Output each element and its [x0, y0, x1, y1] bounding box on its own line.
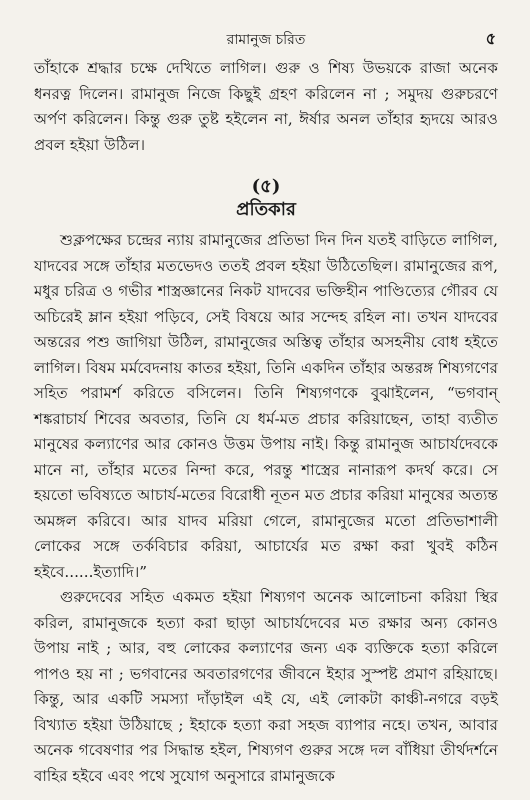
body-paragraph-1: শুক্লপক্ষের চন্দ্রের ন্যায় রামানুজের প্রতিভা দিন দিন যতই বাড়িতে লাগিল, যাদবের সঙ্গে তাঁহার মতভেদও ততই প্রবল হইয়া উঠিতেছিল। রামানুজের রূপ, মধুর চরিত্র ও গভীর শাস্ত্রজ্ঞানের নিকট যাদবের ভক্তিহীন পাণ্ডিত্যের গৌরব যে অচিরেই ম্লান হইয়া পড়িবে, সেই বিষয়ে আর সন্দেহ রহিল না। তখন যাদবের অন্তরের পশু জাগিয়া উঠিল, রামানুজের অস্তিত্ব তাঁহার অসহনীয় বোধ হইতে লাগিল। বিষম মর্মবেদনায় কাতর হইয়া, তিনি একদিন তাঁহার অন্তরঙ্গ শিষ্যগণের সহিত পরামর্শ করিতে বসিলেন। তিনি শিষ্যগণকে বুঝাইলেন, “ভগবান্ শঙ্করাচার্য শিবের অবতার, তিনি যে ধর্ম-মত প্রচার করিয়াছেন, তাহা ব্যতীত মানুষের কল্যাণের আর কোনও উত্তম উপায় নাই। কিন্তু রামানুজ আচার্যদেবকে মানে না, তাঁহার মতের নিন্দা করে, পরন্তু শাস্ত্রের নানারূপ কদর্থ করে। সে হয়তো ভবিষ্যতে আচার্য-মতের বিরোধী নূতন মত প্রচার করিয়া মানুষের অত্যন্ত অমঙ্গল করিবে। আর যাদব মরিয়া গেলে, রামানুজের মতো প্রতিভাশালী লোকের সঙ্গে তর্কবিচার করিয়া, আচার্যের মত রক্ষা করা খুবই কঠিন হইবে......ইত্যাদি।” [34, 231, 498, 581]
running-title: রামানুজ চরিত [226, 32, 306, 48]
running-header [34, 28, 498, 56]
body-paragraph-2: গুরুদেবের সহিত একমত হইয়া শিষ্যগণ অনেক আলোচনা করিয়া স্থির করিল, রামানুজকে হত্যা করা ছাড়া আচার্যদেবের মত রক্ষার অন্য কোনও উপায় নাই ; আর, বহু লোকের কল্যাণের জন্য এক ব্যক্তিকে হত্যা করিলে পাপও হয় না ; ভগবানের অবতারগণের জীবনে ইহার সুস্পষ্ট প্রমাণ রহিয়াছে। কিন্তু, আর একটি সমস্যা দাঁড়াইল এই যে, এই লোকটা কাঞ্চী-নগরে বড়ই বিখ্যাত হইয়া উঠিয়াছে ; ইহাকে হত্যা করা সহজ ব্যাপার নহে। তখন, আবার অনেক গবেষণার পর সিদ্ধান্ত হইল, শিষ্যগণ গুরুর সঙ্গে দল বাঁধিয়া তীর্থদর্শনে বাহির হইবে এবং পথে সুযোগ অনুসারে রামানুজকে [34, 588, 498, 785]
intro-paragraph: তাঁহাকে শ্রদ্ধার চক্ষে দেখিতে লাগিল। গুরু ও শিষ্য উভয়কে রাজা অনেক ধনরত্ন দিলেন। রামানুজ নিজে কিছুই গ্রহণ করিলেন না ; সমুদয় গুরুচরণে অর্পণ করিলেন। কিন্তু গুরু তুষ্ট হইলেন না, ঈর্ষার অনল তাঁহার হৃদয়ে আরও প্রবল হইয়া উঠিল। [34, 59, 498, 154]
section-title: প্রতিকার [236, 199, 296, 220]
page-number: ৫ [485, 29, 496, 48]
section-number: (৫) [251, 176, 281, 197]
